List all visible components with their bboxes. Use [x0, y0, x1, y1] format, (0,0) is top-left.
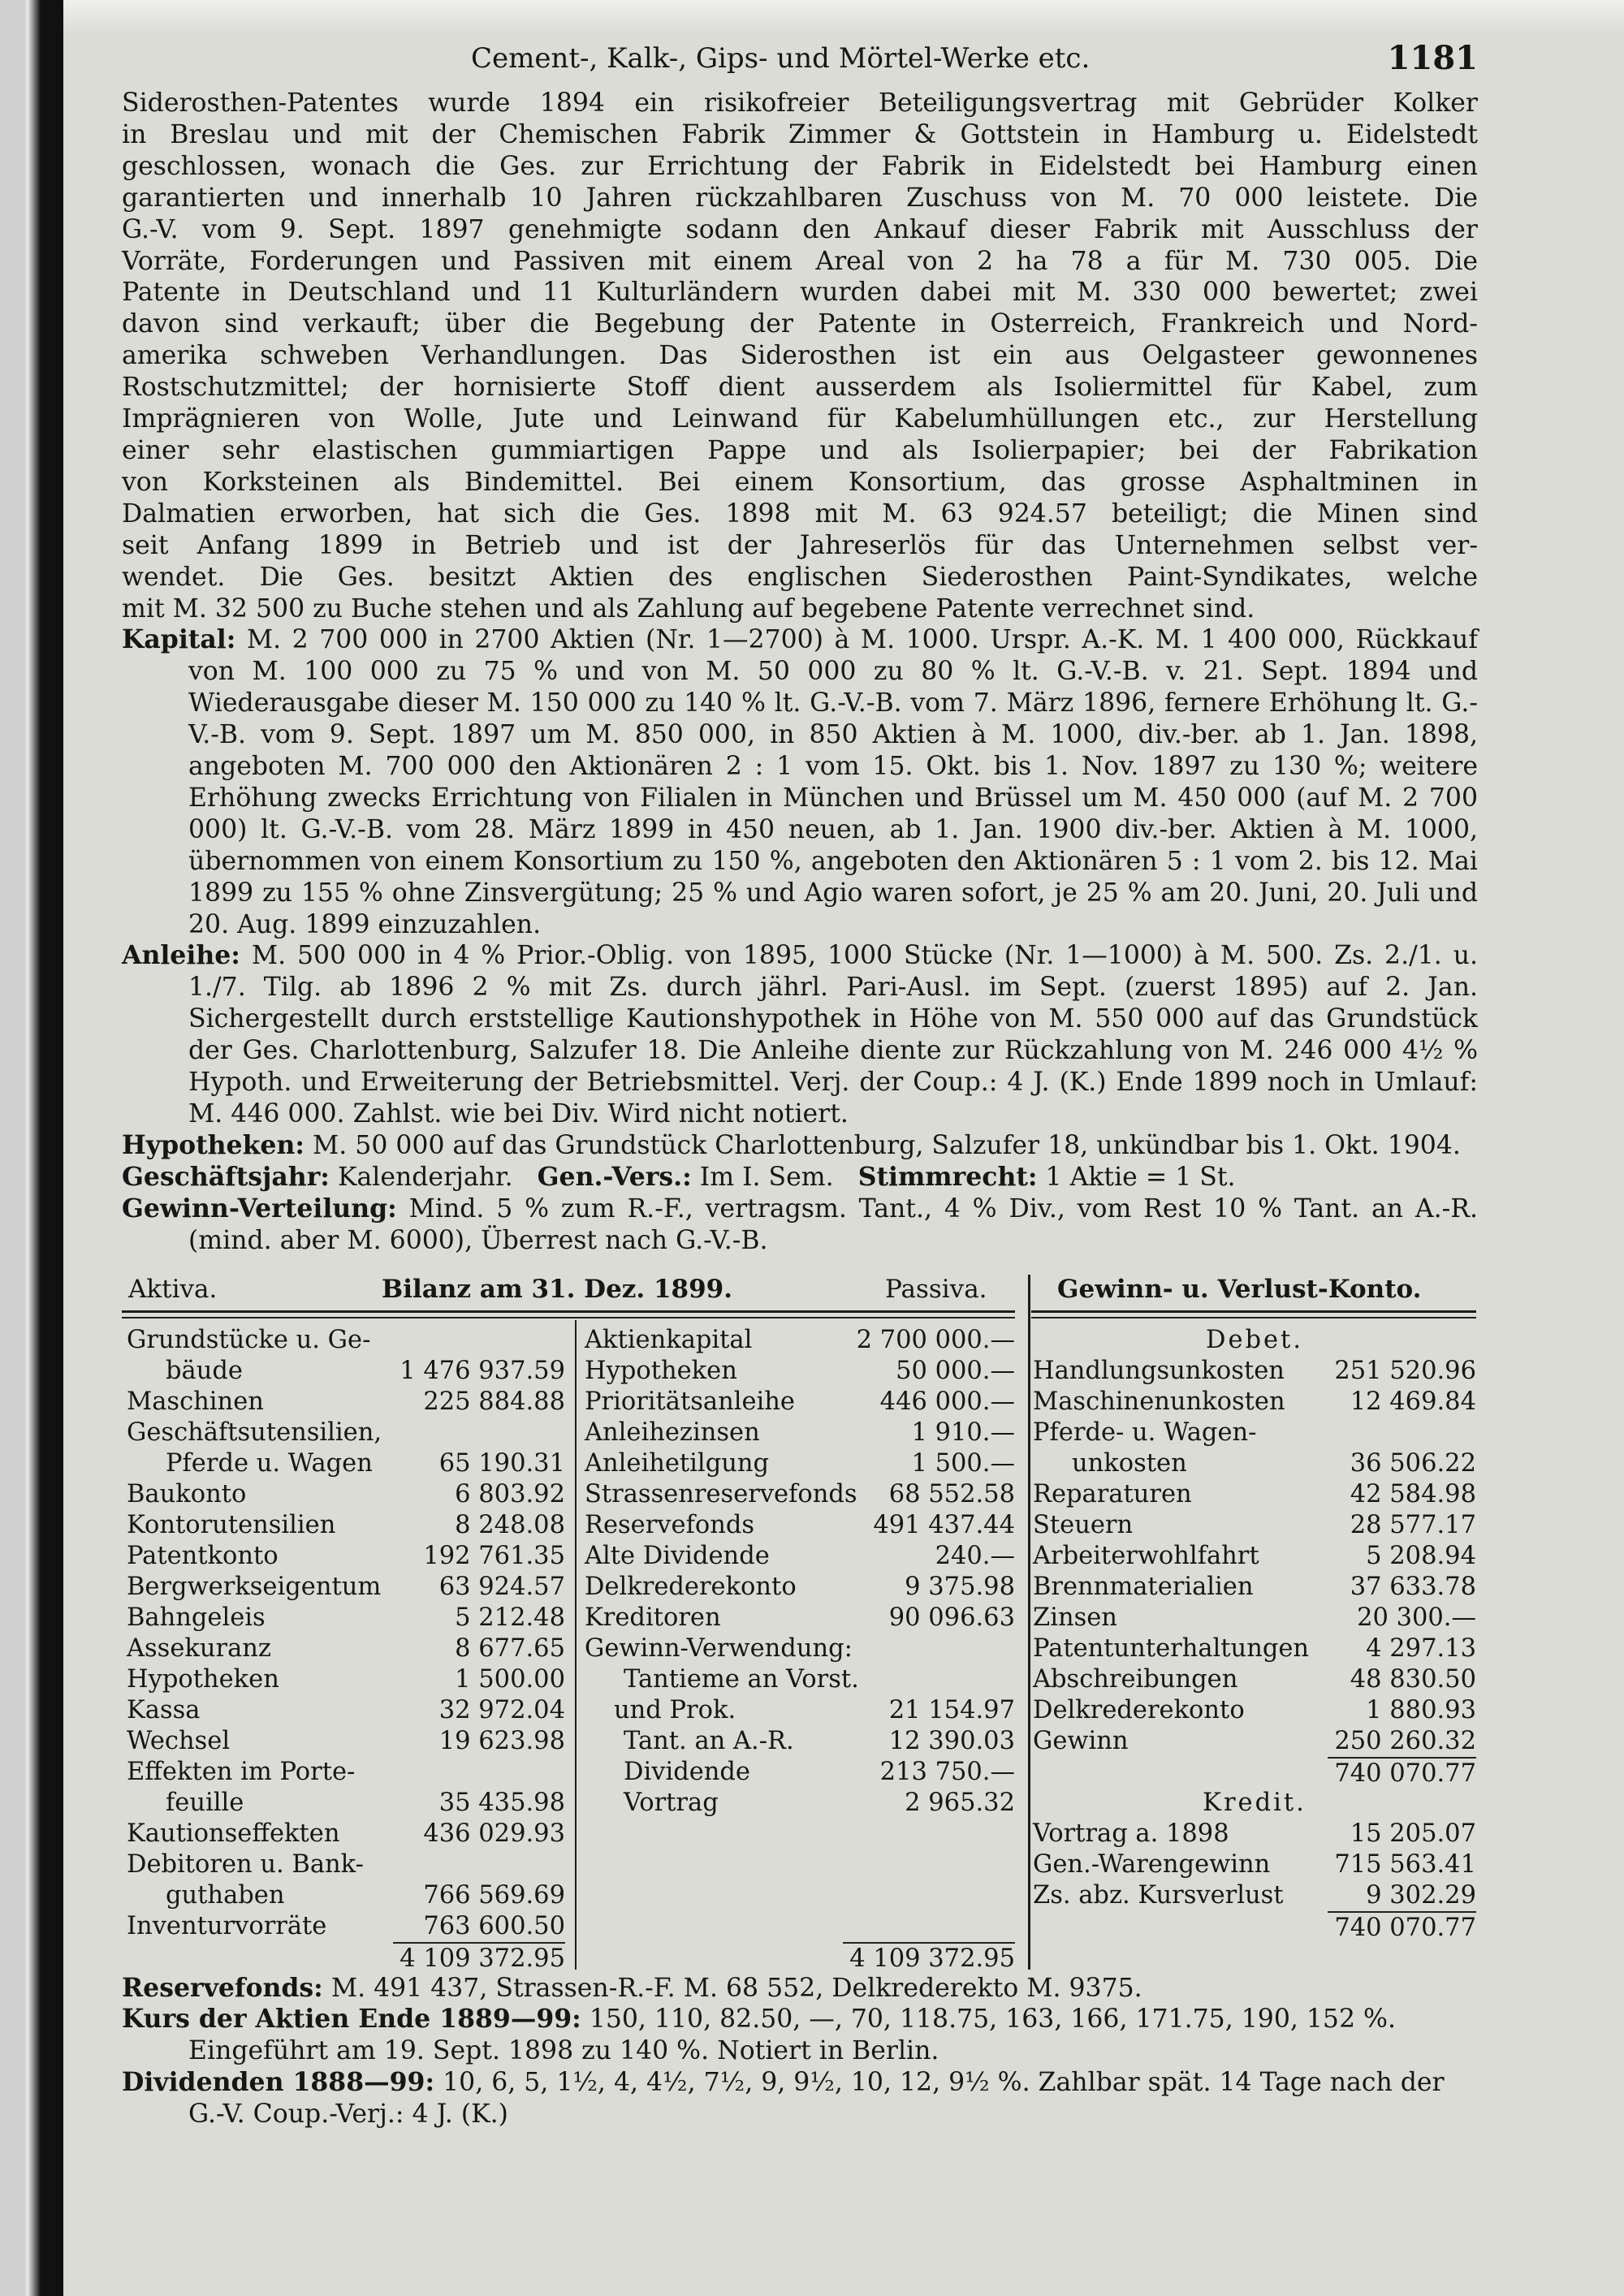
balance-sheet — [122, 1275, 1478, 1973]
debet-row — [1033, 1510, 1476, 1541]
intro-line: Siderosthen-Patentes wurde 1894 ein risikofreier Beteiligungsvertrag mit Gebrüder Kolker — [122, 88, 1478, 118]
intro-line: von Korksteinen als Bindemittel. Bei einem Konsortium, das grosse Asphaltminen in — [122, 467, 1478, 497]
aktiva-total-value: 4 109 372.95 — [393, 1942, 565, 1974]
passiva-row — [585, 1634, 1015, 1664]
passiva-row — [585, 1664, 1015, 1695]
passiva-row-value: 90 096.63 — [888, 1603, 1015, 1632]
intro-line: geschlossen, wonach die Ges. zur Errichtung der Fabrik in Eidelstedt bei Hamburg einen — [122, 151, 1478, 181]
aktiva-row-value: 63 924.57 — [438, 1572, 565, 1601]
passiva-row-value: 446 000.— — [879, 1387, 1015, 1416]
debet-row — [1033, 1356, 1476, 1387]
debet-row-value: 251 520.96 — [1334, 1356, 1476, 1385]
page-number: 1181 — [1387, 39, 1478, 77]
passiva-row-value: 240.— — [935, 1541, 1015, 1570]
aktiva-row-label: Effekten im Porte- — [127, 1757, 356, 1786]
aktiva-row-label: Hypotheken — [127, 1664, 279, 1694]
passiva-row-label: Vortrag — [624, 1788, 719, 1817]
passiva-total — [585, 1942, 1015, 1973]
aktiva-label: Aktiva. — [128, 1274, 218, 1304]
book-binding-edge — [0, 0, 63, 2296]
debet-row-label: Pferde- u. Wagen- — [1033, 1418, 1257, 1447]
aktiva-row-value: 35 435.98 — [438, 1788, 565, 1817]
aktiva-row — [127, 1695, 565, 1726]
passiva-total-value: 4 109 372.95 — [843, 1942, 1015, 1974]
passiva-row — [585, 1418, 1015, 1448]
aktiva-row — [127, 1479, 565, 1510]
kapital-section — [122, 624, 1478, 940]
debet-row-label: Patentunterhaltungen — [1033, 1634, 1310, 1663]
spacer-row — [585, 1819, 1015, 1849]
intro-line: Vorräte, Forderungen und Passiven mit einem Areal von 2 ha 78 a für M. 730 005. Die — [122, 246, 1478, 276]
debet-row-label: Handlungsunkosten — [1033, 1356, 1285, 1385]
gewinn-verteilung-label: Gewinn-Verteilung: — [122, 1193, 397, 1224]
dividenden-section — [122, 2067, 1478, 2130]
aktiva-row-value: 763 600.50 — [423, 1911, 565, 1940]
aktiva-row — [127, 1849, 565, 1880]
passiva-row-label: Kreditoren — [585, 1603, 721, 1632]
debet-row-value: 36 506.22 — [1350, 1448, 1476, 1478]
dividenden-text: 10, 6, 5, 1½, 4, 4½, 7½, 9, 9½, 10, 12, 9½ %. Zahlbar spät. 14 Tage nach der G.-V. Coup.-Verj.: 4 J. (K.) — [188, 2068, 1445, 2130]
intro-line: in Breslau und mit der Chemischen Fabrik Zimmer & Gottstein in Hamburg u. Eidelstedt — [122, 119, 1478, 149]
debet-total-value: 740 070.77 — [1328, 1757, 1476, 1789]
hypotheken-text: M. 50 000 auf das Grundstück Charlottenburg, Salzufer 18, unkündbar bis 1. Okt. 1904. — [313, 1130, 1461, 1160]
debet-row-value: 4 297.13 — [1366, 1634, 1476, 1663]
dividenden-label: Dividenden 1888—99: — [122, 2067, 435, 2098]
aktiva-row-label: Baukonto — [127, 1479, 247, 1508]
aktiva-row-value: 766 569.69 — [423, 1880, 565, 1910]
gewinn-verteilung-section — [122, 1193, 1478, 1257]
running-head — [122, 39, 1478, 88]
kredit-row — [1033, 1880, 1476, 1911]
aktiva-row-value: 5 212.48 — [455, 1603, 565, 1632]
bilanz-header-rule — [122, 1310, 1015, 1313]
aktiva-row — [127, 1387, 565, 1418]
passiva-row-label: Prioritätsanleihe — [585, 1387, 795, 1416]
passiva-row — [585, 1603, 1015, 1634]
passiva-row-label: und Prok. — [614, 1695, 736, 1724]
kurs-section — [122, 2004, 1478, 2067]
passiva-row-label: Dividende — [624, 1757, 750, 1786]
passiva-row — [585, 1387, 1015, 1418]
debet-row-label: Brennmaterialien — [1033, 1572, 1254, 1601]
aktiva-row-value: 65 190.31 — [438, 1448, 565, 1478]
reservefonds-text: M. 491 437, Strassen-R.-F. M. 68 552, Delkrederekto M. 9375. — [330, 1973, 1142, 2003]
aktiva-row-value: 192 761.35 — [423, 1541, 565, 1570]
aktiva-row-label: Bahngeleis — [127, 1603, 266, 1632]
passiva-row-value: 21 154.97 — [888, 1695, 1015, 1724]
debet-row — [1033, 1603, 1476, 1634]
debet-row-value: 250 260.32 — [1334, 1726, 1476, 1755]
aktiva-row — [127, 1757, 565, 1788]
passiva-row-label: Gewinn-Verwendung: — [585, 1634, 853, 1663]
passiva-row — [585, 1448, 1015, 1479]
aktiva-row — [127, 1788, 565, 1819]
debet-row — [1033, 1664, 1476, 1695]
debet-row-label: Gewinn — [1033, 1726, 1129, 1755]
passiva-row — [585, 1356, 1015, 1387]
aktiva-row — [127, 1541, 565, 1572]
aktiva-row-label: Pferde u. Wagen — [166, 1448, 373, 1478]
aktiva-row-label: Patentkonto — [127, 1541, 279, 1570]
intro-line: Imprägnieren von Wolle, Jute und Leinwand für Kabelumhüllungen etc., zur Herstellung — [122, 404, 1478, 434]
passiva-column — [585, 1325, 1015, 1973]
intro-line: mit M. 32 500 zu Buche stehen und als Zahlung auf begebene Patente verrechnet sind. — [122, 593, 1255, 624]
passiva-row — [585, 1788, 1015, 1819]
aktiva-row-label: Wechsel — [127, 1726, 231, 1755]
passiva-row — [585, 1510, 1015, 1541]
aktiva-row-label: Inventurvorräte — [127, 1911, 327, 1940]
passiva-row-label: Hypotheken — [585, 1356, 737, 1385]
passiva-row — [585, 1572, 1015, 1603]
passiva-row-label: Tantieme an Vorst. — [624, 1664, 859, 1694]
stimmrecht-text: 1 Aktie = 1 St. — [1045, 1162, 1236, 1192]
geschaeftsjahr-section — [122, 1162, 1478, 1193]
passiva-label: Passiva. — [885, 1274, 987, 1304]
debet-row — [1033, 1448, 1476, 1479]
debet-row — [1033, 1634, 1476, 1664]
aktiva-row — [127, 1634, 565, 1664]
guv-header-rule-2 — [1031, 1317, 1476, 1318]
kurs-text: 150, 110, 82.50, —, 70, 118.75, 163, 166, 171.75, 190, 152 %. Eingeführt am 19. Sept. 1898 zu 140 %. Notiert in Berlin. — [188, 2005, 1396, 2066]
aktiva-total — [127, 1942, 565, 1973]
aktiva-row-label: Kassa — [127, 1695, 201, 1724]
aktiva-row-value: 1 500.00 — [455, 1664, 565, 1694]
anleihe-section — [122, 940, 1478, 1129]
debet-row-value: 28 577.17 — [1350, 1510, 1476, 1539]
passiva-row — [585, 1726, 1015, 1757]
debet-heading: Debet. — [1205, 1325, 1304, 1354]
debet-row — [1033, 1418, 1476, 1448]
anleihe-text: M. 500 000 in 4 % Prior.-Oblig. von 1895, 1000 Stücke (Nr. 1—1000) à M. 500. Zs. 2./1. u. 1./7. Tilg. ab 1896 2 % mit Zs. durch jährl. Pari-Ausl. im Sept. (zuerst 1895) auf 2. Jan. Sichergestellt durch erststellige Kautionshypothek in Höhe von M. 550 000 auf das Grundstück der Ges. Charlottenburg, Salzufer 18. Die Anleihe diente zur Rückzahlung von M. 246 000 4½ % Hypoth. und Erweiterung der Betriebsmittel. Verj. der Coup.: 4 J. (K.) Ende 1899 noch in Umlauf: M. 446 000. Zahlst. wie bei Div. Wird nicht notiert. — [188, 941, 1478, 1129]
debet-row-value: 48 830.50 — [1350, 1664, 1476, 1694]
aktiva-row-label: feuille — [166, 1788, 244, 1817]
aktiva-row — [127, 1572, 565, 1603]
aktiva-row — [127, 1356, 565, 1387]
reservefonds-label: Reservefonds: — [122, 1972, 323, 2003]
bilanz-column-divider — [575, 1320, 577, 1970]
aktiva-row-value: 8 248.08 — [455, 1510, 565, 1539]
debet-row — [1033, 1541, 1476, 1572]
stimmrecht-label: Stimmrecht: — [857, 1161, 1038, 1192]
gen-vers-label: Gen.-Vers.: — [537, 1161, 692, 1192]
running-head-title: Cement-, Kalk-, Gips- und Mörtel-Werke etc. — [471, 42, 1091, 75]
kredit-row-value: 9 302.29 — [1366, 1880, 1476, 1910]
aktiva-row — [127, 1911, 565, 1942]
intro-line: Patente in Deutschland und 11 Kulturländern wurden dabei mit M. 330 000 bewertet; zwei — [122, 278, 1478, 308]
intro-line: Rostschutzmittel; der hornisierte Stoff dient ausserdem als Isoliermittel für Kabel, zum — [122, 373, 1478, 403]
aktiva-row-label: Assekuranz — [127, 1634, 271, 1663]
intro-line: davon sind verkauft; über die Begebung der Patente in Osterreich, Frankreich und Nord- — [122, 309, 1478, 339]
aktiva-row-label: Bergwerkseigentum — [127, 1572, 382, 1601]
kredit-row-value: 715 563.41 — [1334, 1849, 1476, 1879]
debet-row-value: 12 469.84 — [1350, 1387, 1476, 1416]
gewinn-verteilung-text: Mind. 5 % zum R.-F., vertragsm. Tant., 4 % Div., vom Rest 10 % Tant. an A.-R. (mind. aber M. 6000), Überrest nach G.-V.-B. — [188, 1193, 1478, 1255]
passiva-row-value: 213 750.— — [879, 1757, 1015, 1786]
aktiva-row-label: Kautionseffekten — [127, 1819, 340, 1848]
aktiva-column — [127, 1325, 565, 1973]
debet-row-value: 20 300.— — [1357, 1603, 1476, 1632]
kurs-label: Kurs der Aktien Ende 1889—99: — [122, 2004, 581, 2035]
aktiva-row-value: 225 884.88 — [423, 1387, 565, 1416]
spacer-row — [585, 1849, 1015, 1880]
passiva-row-value: 2 700 000.— — [856, 1325, 1015, 1354]
page-top-edge — [0, 0, 1624, 32]
passiva-row — [585, 1695, 1015, 1726]
kredit-row-label: Vortrag a. 1898 — [1033, 1819, 1229, 1848]
passiva-row-value: 68 552.58 — [888, 1479, 1015, 1508]
aktiva-row-value: 32 972.04 — [438, 1695, 565, 1724]
aktiva-row — [127, 1603, 565, 1634]
debet-row-value: 1 880.93 — [1366, 1695, 1476, 1724]
debet-row-value: 5 208.94 — [1366, 1541, 1476, 1570]
passiva-row-label: Alte Dividende — [585, 1541, 770, 1570]
guv-column-divider — [1028, 1275, 1030, 1970]
gen-vers-text: Im I. Sem. — [699, 1162, 834, 1192]
passiva-row-label: Anleihezinsen — [585, 1418, 760, 1447]
aktiva-row — [127, 1448, 565, 1479]
guv-title: Gewinn- u. Verlust-Konto. — [1057, 1274, 1422, 1304]
intro-paragraph — [122, 88, 1478, 624]
reservefonds-section — [122, 1973, 1478, 2005]
passiva-row-value: 2 965.32 — [905, 1788, 1015, 1817]
aktiva-row — [127, 1664, 565, 1695]
geschaeftsjahr-label: Geschäftsjahr: — [122, 1161, 330, 1192]
page-content — [122, 39, 1478, 2130]
intro-line: garantierten und innerhalb 10 Jahren rückzahlbaren Zuschuss von M. 70 000 leistete. Die — [122, 183, 1478, 213]
debet-row — [1033, 1695, 1476, 1726]
kapital-text: M. 2 700 000 in 2700 Aktien (Nr. 1—2700) à M. 1000. Urspr. A.-K. M. 1 400 000, Rückkauf von M. 100 000 zu 75 % und von M. 50 000 zu 80 % lt. G.-V.-B. v. 21. Sept. 1894 und Wiederausgabe dieser M. 150 000 zu 140 % lt. G.-V.-B. vom 7. März 1896, fernere Erhöhung lt. G.-V.-B. vom 9. Sept. 1897 um M. 850 000, in 850 Aktien à M. 1000, div.-ber. ab 1. Jan. 1898, angeboten M. 700 000 den Aktionären 2 : 1 vom 15. Okt. bis 1. Nov. 1897 zu 130 %; weitere Erhöhung zwecks Errichtung von Filialen in München und Brüssel um M. 450 000 (auf M. 2 700 000) lt. G.-V.-B. vom 28. März 1899 in 450 neuen, ab 1. Jan. 1900 div.-ber. Aktien à M. 1000, übernommen von einem Konsortium zu 150 %, angeboten den Aktionären 5 : 1 vom 2. bis 12. Mai 1899 zu 155 % ohne Zinsvergütung; 25 % und Agio waren sofort, je 25 % am 20. Juni, 20. Juli und 20. Aug. 1899 einzuzahlen. — [188, 625, 1478, 939]
debet-row-value: 42 584.98 — [1350, 1479, 1476, 1508]
aktiva-row-label: Grundstücke u. Ge- — [127, 1325, 371, 1354]
anleihe-label: Anleihe: — [122, 940, 240, 971]
intro-line: Dalmatien erworben, hat sich die Ges. 1898 mit M. 63 924.57 beteiligt; die Minen sind — [122, 498, 1478, 529]
kredit-row-label: Gen.-Warengewinn — [1033, 1849, 1271, 1879]
hypotheken-section — [122, 1130, 1478, 1162]
spacer-row — [585, 1880, 1015, 1911]
debet-row-label: Abschreibungen — [1033, 1664, 1238, 1694]
intro-line: seit Anfang 1899 in Betrieb und ist der Jahreserlös für das Unternehmen selbst ver- — [122, 530, 1478, 560]
passiva-row-label: Delkrederekonto — [585, 1572, 797, 1601]
kredit-row-value: 15 205.07 — [1350, 1819, 1476, 1848]
debet-row-label: Maschinenunkosten — [1033, 1387, 1285, 1416]
debet-row — [1033, 1726, 1476, 1757]
aktiva-row-value: 6 803.92 — [455, 1479, 565, 1508]
bilanz-title: Bilanz am 31. Dez. 1899. — [382, 1274, 733, 1304]
kapital-label: Kapital: — [122, 624, 236, 655]
geschaeftsjahr-text: Kalenderjahr. — [337, 1162, 513, 1192]
debet-row-label: Steuern — [1033, 1510, 1134, 1539]
guv-column — [1033, 1325, 1476, 1942]
kredit-row-label: Zs. abz. Kursverlust — [1033, 1880, 1284, 1910]
debet-row — [1033, 1479, 1476, 1510]
debet-row — [1033, 1387, 1476, 1418]
aktiva-row-value: 8 677.65 — [455, 1634, 565, 1663]
passiva-row-label: Anleihetilgung — [585, 1448, 770, 1478]
passiva-row — [585, 1541, 1015, 1572]
passiva-row-value: 491 437.44 — [873, 1510, 1015, 1539]
passiva-row-label: Aktienkapital — [585, 1325, 753, 1354]
debet-row — [1033, 1572, 1476, 1603]
aktiva-row-label: Kontorutensilien — [127, 1510, 336, 1539]
intro-line: wendet. Die Ges. besitzt Aktien des englischen Siederosthen Paint-Syndikates, welche — [122, 562, 1478, 592]
aktiva-row — [127, 1325, 565, 1356]
aktiva-row-value: 1 476 937.59 — [400, 1356, 565, 1385]
aktiva-row — [127, 1819, 565, 1849]
aktiva-row — [127, 1880, 565, 1911]
passiva-row-value: 1 910.— — [911, 1418, 1015, 1447]
kredit-total — [1033, 1911, 1476, 1942]
debet-row-label: Arbeiterwohlfahrt — [1033, 1541, 1259, 1570]
bilanz-header-rule-2 — [122, 1317, 1015, 1318]
passiva-row-label: Strassenreservefonds — [585, 1479, 857, 1508]
spacer-row — [585, 1911, 1015, 1942]
debet-total — [1033, 1757, 1476, 1788]
aktiva-row-value: 436 029.93 — [423, 1819, 565, 1848]
guv-header-rule — [1031, 1310, 1476, 1313]
intro-line: einer sehr elastischen gummiartigen Pappe und als Isolierpapier; bei der Fabrikation — [122, 435, 1478, 465]
debet-row-label: Delkrederekonto — [1033, 1695, 1245, 1724]
passiva-row — [585, 1325, 1015, 1356]
aktiva-row — [127, 1418, 565, 1448]
kredit-row — [1033, 1849, 1476, 1880]
passiva-row-label: Tant. an A.-R. — [624, 1726, 794, 1755]
aktiva-row — [127, 1510, 565, 1541]
intro-line: amerika schweben Verhandlungen. Das Siderosthen ist ein aus Oelgasteer gewonnenes — [122, 341, 1478, 371]
kredit-row — [1033, 1819, 1476, 1849]
aktiva-row-label: Geschäftsutensilien, — [127, 1418, 382, 1447]
debet-row-label: Reparaturen — [1033, 1479, 1192, 1508]
debet-row-value: 37 633.78 — [1350, 1572, 1476, 1601]
passiva-row — [585, 1479, 1015, 1510]
passiva-row-value: 1 500.— — [911, 1448, 1015, 1478]
intro-line: G.-V. vom 9. Sept. 1897 genehmigte sodann den Ankauf dieser Fabrik mit Ausschluss der — [122, 214, 1478, 244]
aktiva-row-label: Debitoren u. Bank- — [127, 1849, 364, 1879]
aktiva-row-label: Maschinen — [127, 1387, 264, 1416]
passiva-row — [585, 1757, 1015, 1788]
aktiva-row — [127, 1726, 565, 1757]
passiva-row-value: 9 375.98 — [905, 1572, 1015, 1601]
aktiva-row-label: guthaben — [166, 1880, 285, 1910]
closing-sections — [122, 1973, 1478, 2131]
passiva-row-label: Reservefonds — [585, 1510, 755, 1539]
debet-row-label: Zinsen — [1033, 1603, 1117, 1632]
kredit-total-value: 740 070.77 — [1328, 1911, 1476, 1944]
body-text — [122, 88, 1478, 1257]
kredit-heading: Kredit. — [1203, 1788, 1307, 1817]
aktiva-row-label: bäude — [166, 1356, 243, 1385]
hypotheken-label: Hypotheken: — [122, 1129, 304, 1160]
passiva-row-value: 50 000.— — [896, 1356, 1015, 1385]
aktiva-row-value: 19 623.98 — [438, 1726, 565, 1755]
passiva-row-value: 12 390.03 — [888, 1726, 1015, 1755]
debet-row-label: unkosten — [1072, 1448, 1187, 1478]
